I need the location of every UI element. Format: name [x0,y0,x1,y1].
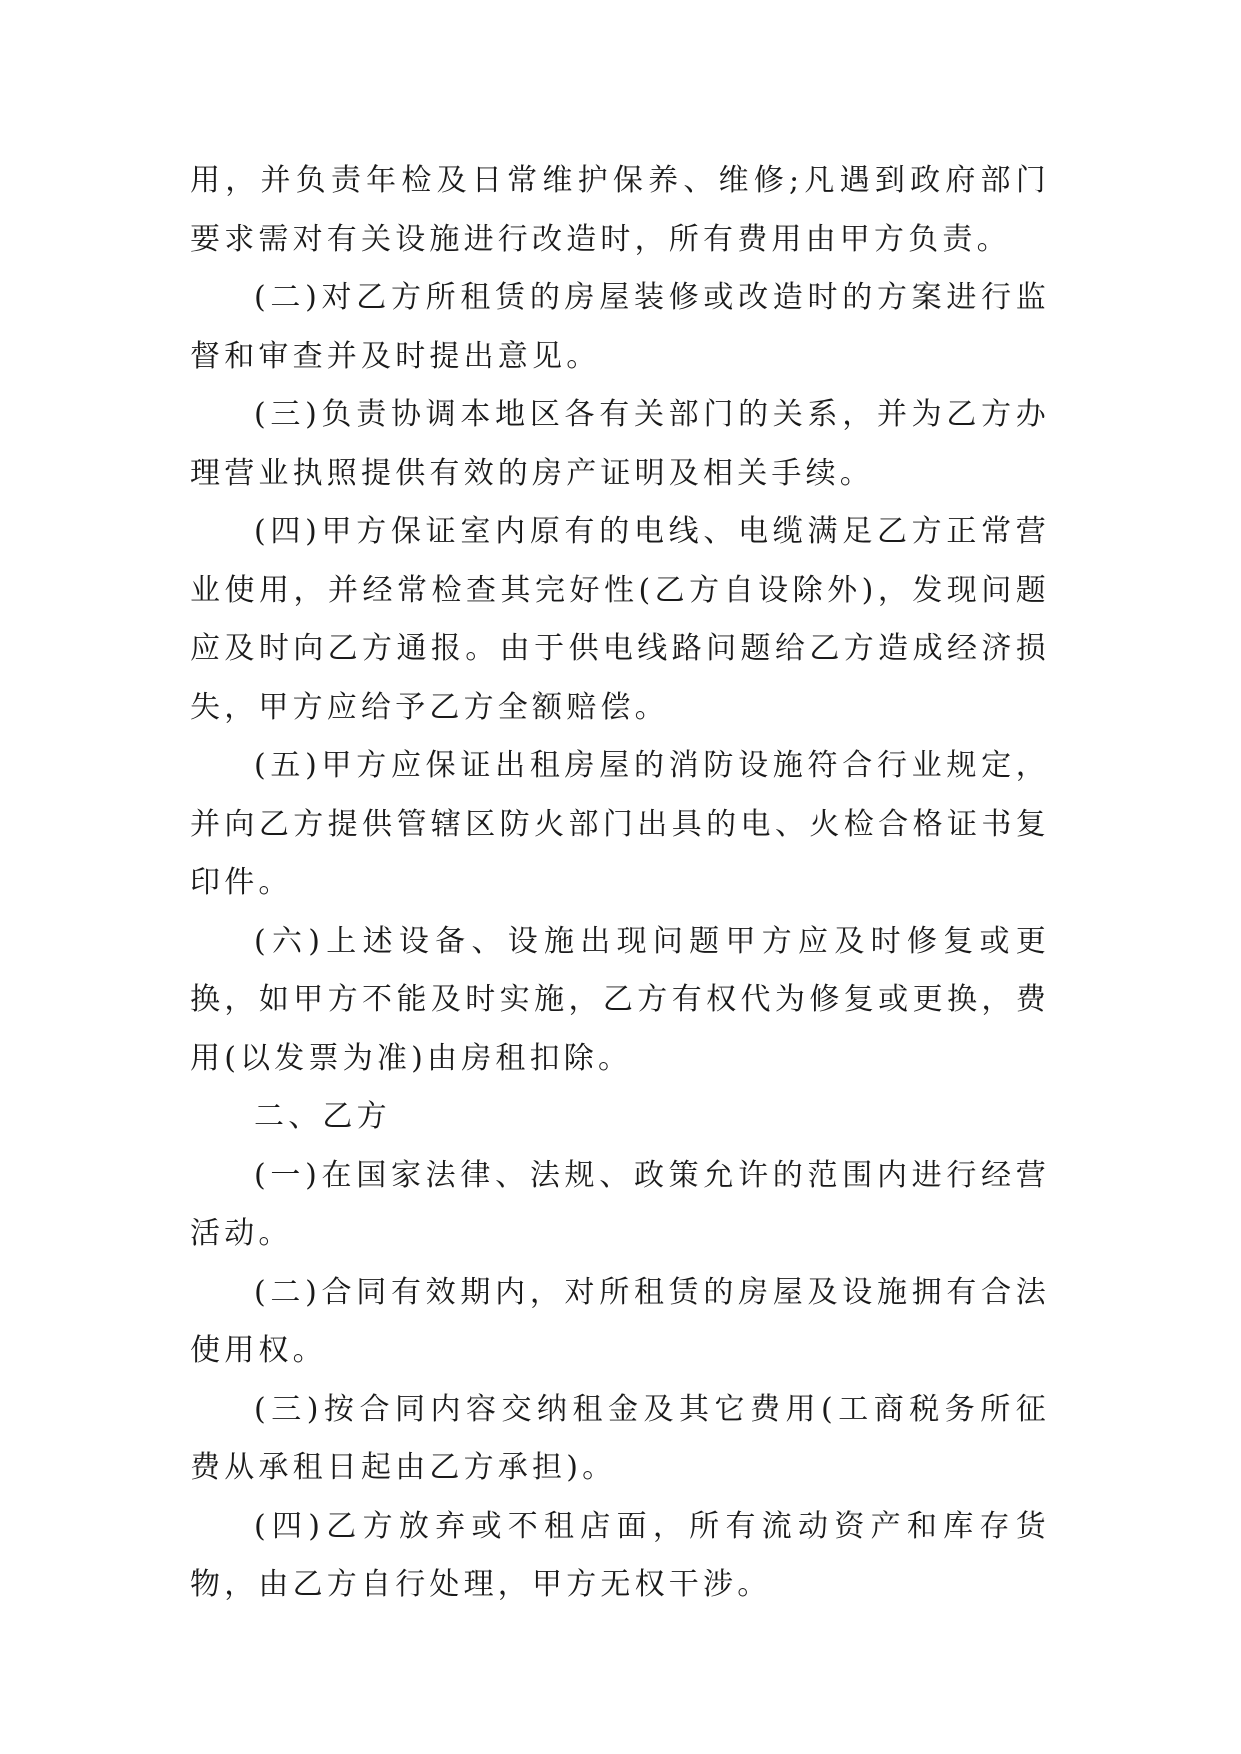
paragraph-lessor-item-2: (二)对乙方所租赁的房屋装修或改造时的方案进行监督和审查并及时提出意见。 [190,280,1050,374]
paragraph-lessor-item-6: (六)上述设备、设施出现问题甲方应及时修复或更换，如甲方不能及时实施，乙方有权代为修复或更换，费用(以发票为准)由房租扣除。 [190,923,1050,1076]
paragraph-lessor-item-5: (五)甲方应保证出租房屋的消防设施符合行业规定，并向乙方提供管辖区防火部门出具的电、火检合格证书复印件。 [190,748,1050,900]
paragraph-lessor-item-3: (三)负责协调本地区各有关部门的关系，并为乙方办理营业执照提供有效的房产证明及相关手续。 [190,397,1050,491]
section-heading-lessee: 二、乙方 [254,1099,391,1134]
paragraph-lessee-item-2: (二)合同有效期内，对所租赁的房屋及设施拥有合法使用权。 [190,1274,1050,1368]
paragraph-lessee-item-4: (四)乙方放弃或不租店面，所有流动资产和库存货物，由乙方自行处理，甲方无权干涉。 [190,1508,1050,1602]
paragraph-lessee-item-3: (三)按合同内容交纳租金及其它费用(工商税务所征费从承租日起由乙方承担)。 [190,1391,1050,1485]
document-page [190,152,1050,1615]
paragraph-lessor-item-4: (四)甲方保证室内原有的电线、电缆满足乙方正常营业使用，并经常检查其完好性(乙方自设除外)，发现问题应及时向乙方通报。由于供电线路问题给乙方造成经济损失，甲方应给予乙方全额赔偿。 [190,514,1050,725]
paragraph-lessee-item-1: (一)在国家法律、法规、政策允许的范围内进行经营活动。 [190,1157,1050,1251]
paragraph-continuation: 用，并负责年检及日常维护保养、维修;凡遇到政府部门要求需对有关设施进行改造时，所有费用由甲方负责。 [190,163,1050,257]
